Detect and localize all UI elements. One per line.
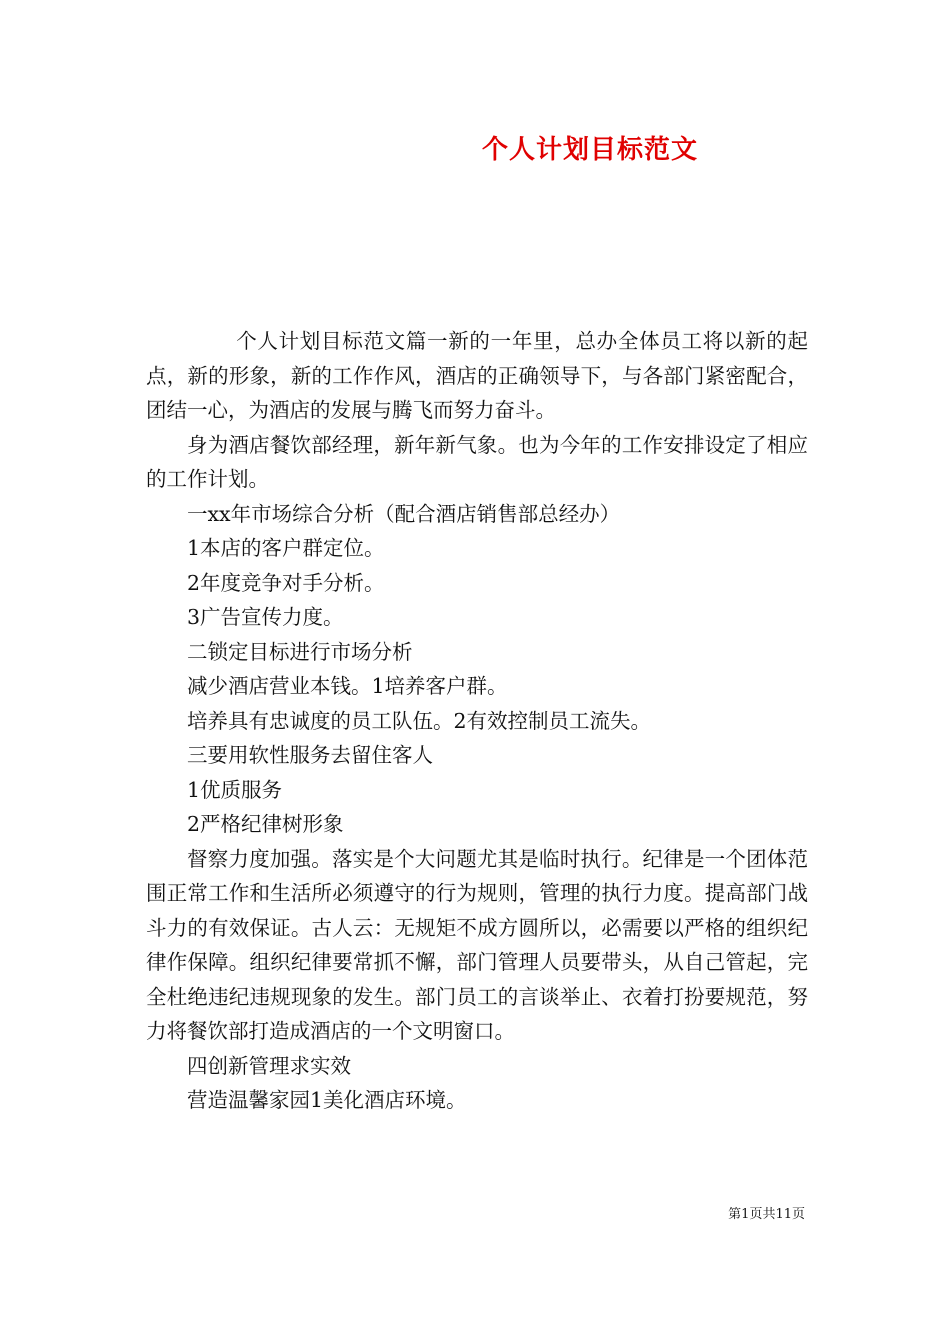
list-item-warm-home: 营造温馨家园1美化酒店环境。 (187, 1088, 467, 1112)
paragraph-manager-plan: 身为酒店餐饮部经理，新年新气象。也为今年的工作安排设定了相应的工作计划。 (146, 432, 808, 491)
heading-target-analysis: 二锁定目标进行市场分析 (187, 639, 413, 664)
list-item-reduce-cost: 减少酒店营业本钱。1培养客户群。 (187, 674, 508, 698)
heading-market-analysis: 一xx年市场综合分析（配合酒店销售部总经办） (187, 501, 621, 526)
paragraph-supervision: 督察力度加强。落实是个大问题尤其是临时执行。纪律是一个团体范围正常工作和生活所必须遵守的行为规则，管理的执行力度。提高部门战斗力的有效保证。古人云：无规矩不成方圆所以，必需要以严格的组织纪律作保障。组织纪律要常抓不懈，部门管理人员要带头，从自己管起，完全杜绝违纪违规现象的发生。部门员工的言谈举止、衣着打扮要规范，努力将餐饮部打造成酒店的一个文明窗口。 (146, 846, 808, 1043)
page-footer: 第1页共11页 (728, 1207, 805, 1222)
list-item-quality-service: 1优质服务 (187, 777, 283, 802)
heading-soft-service: 三要用软性服务去留住客人 (187, 743, 433, 767)
list-item-loyal-staff: 培养具有忠诚度的员工队伍。2有效控制员工流失。 (187, 708, 652, 733)
list-item-advertising: 3广告宣传力度。 (187, 605, 344, 629)
heading-innovative-management: 四创新管理求实效 (187, 1053, 351, 1078)
document-title: 个人计划目标范文 (481, 135, 698, 165)
paragraph-intro: 个人计划目标范文篇一新的一年里，总办全体员工将以新的起点，新的形象，新的工作作风，酒店的正确领导下，与各部门紧密配合，团结一心，为酒店的发展与腾飞而努力奋斗。 (146, 329, 808, 422)
list-item-customer-positioning: 1本店的客户群定位。 (187, 536, 385, 560)
list-item-discipline: 2严格纪律树形象 (187, 812, 344, 836)
document-body (146, 324, 808, 1118)
list-item-competitor-analysis: 2年度竞争对手分析。 (187, 570, 385, 595)
